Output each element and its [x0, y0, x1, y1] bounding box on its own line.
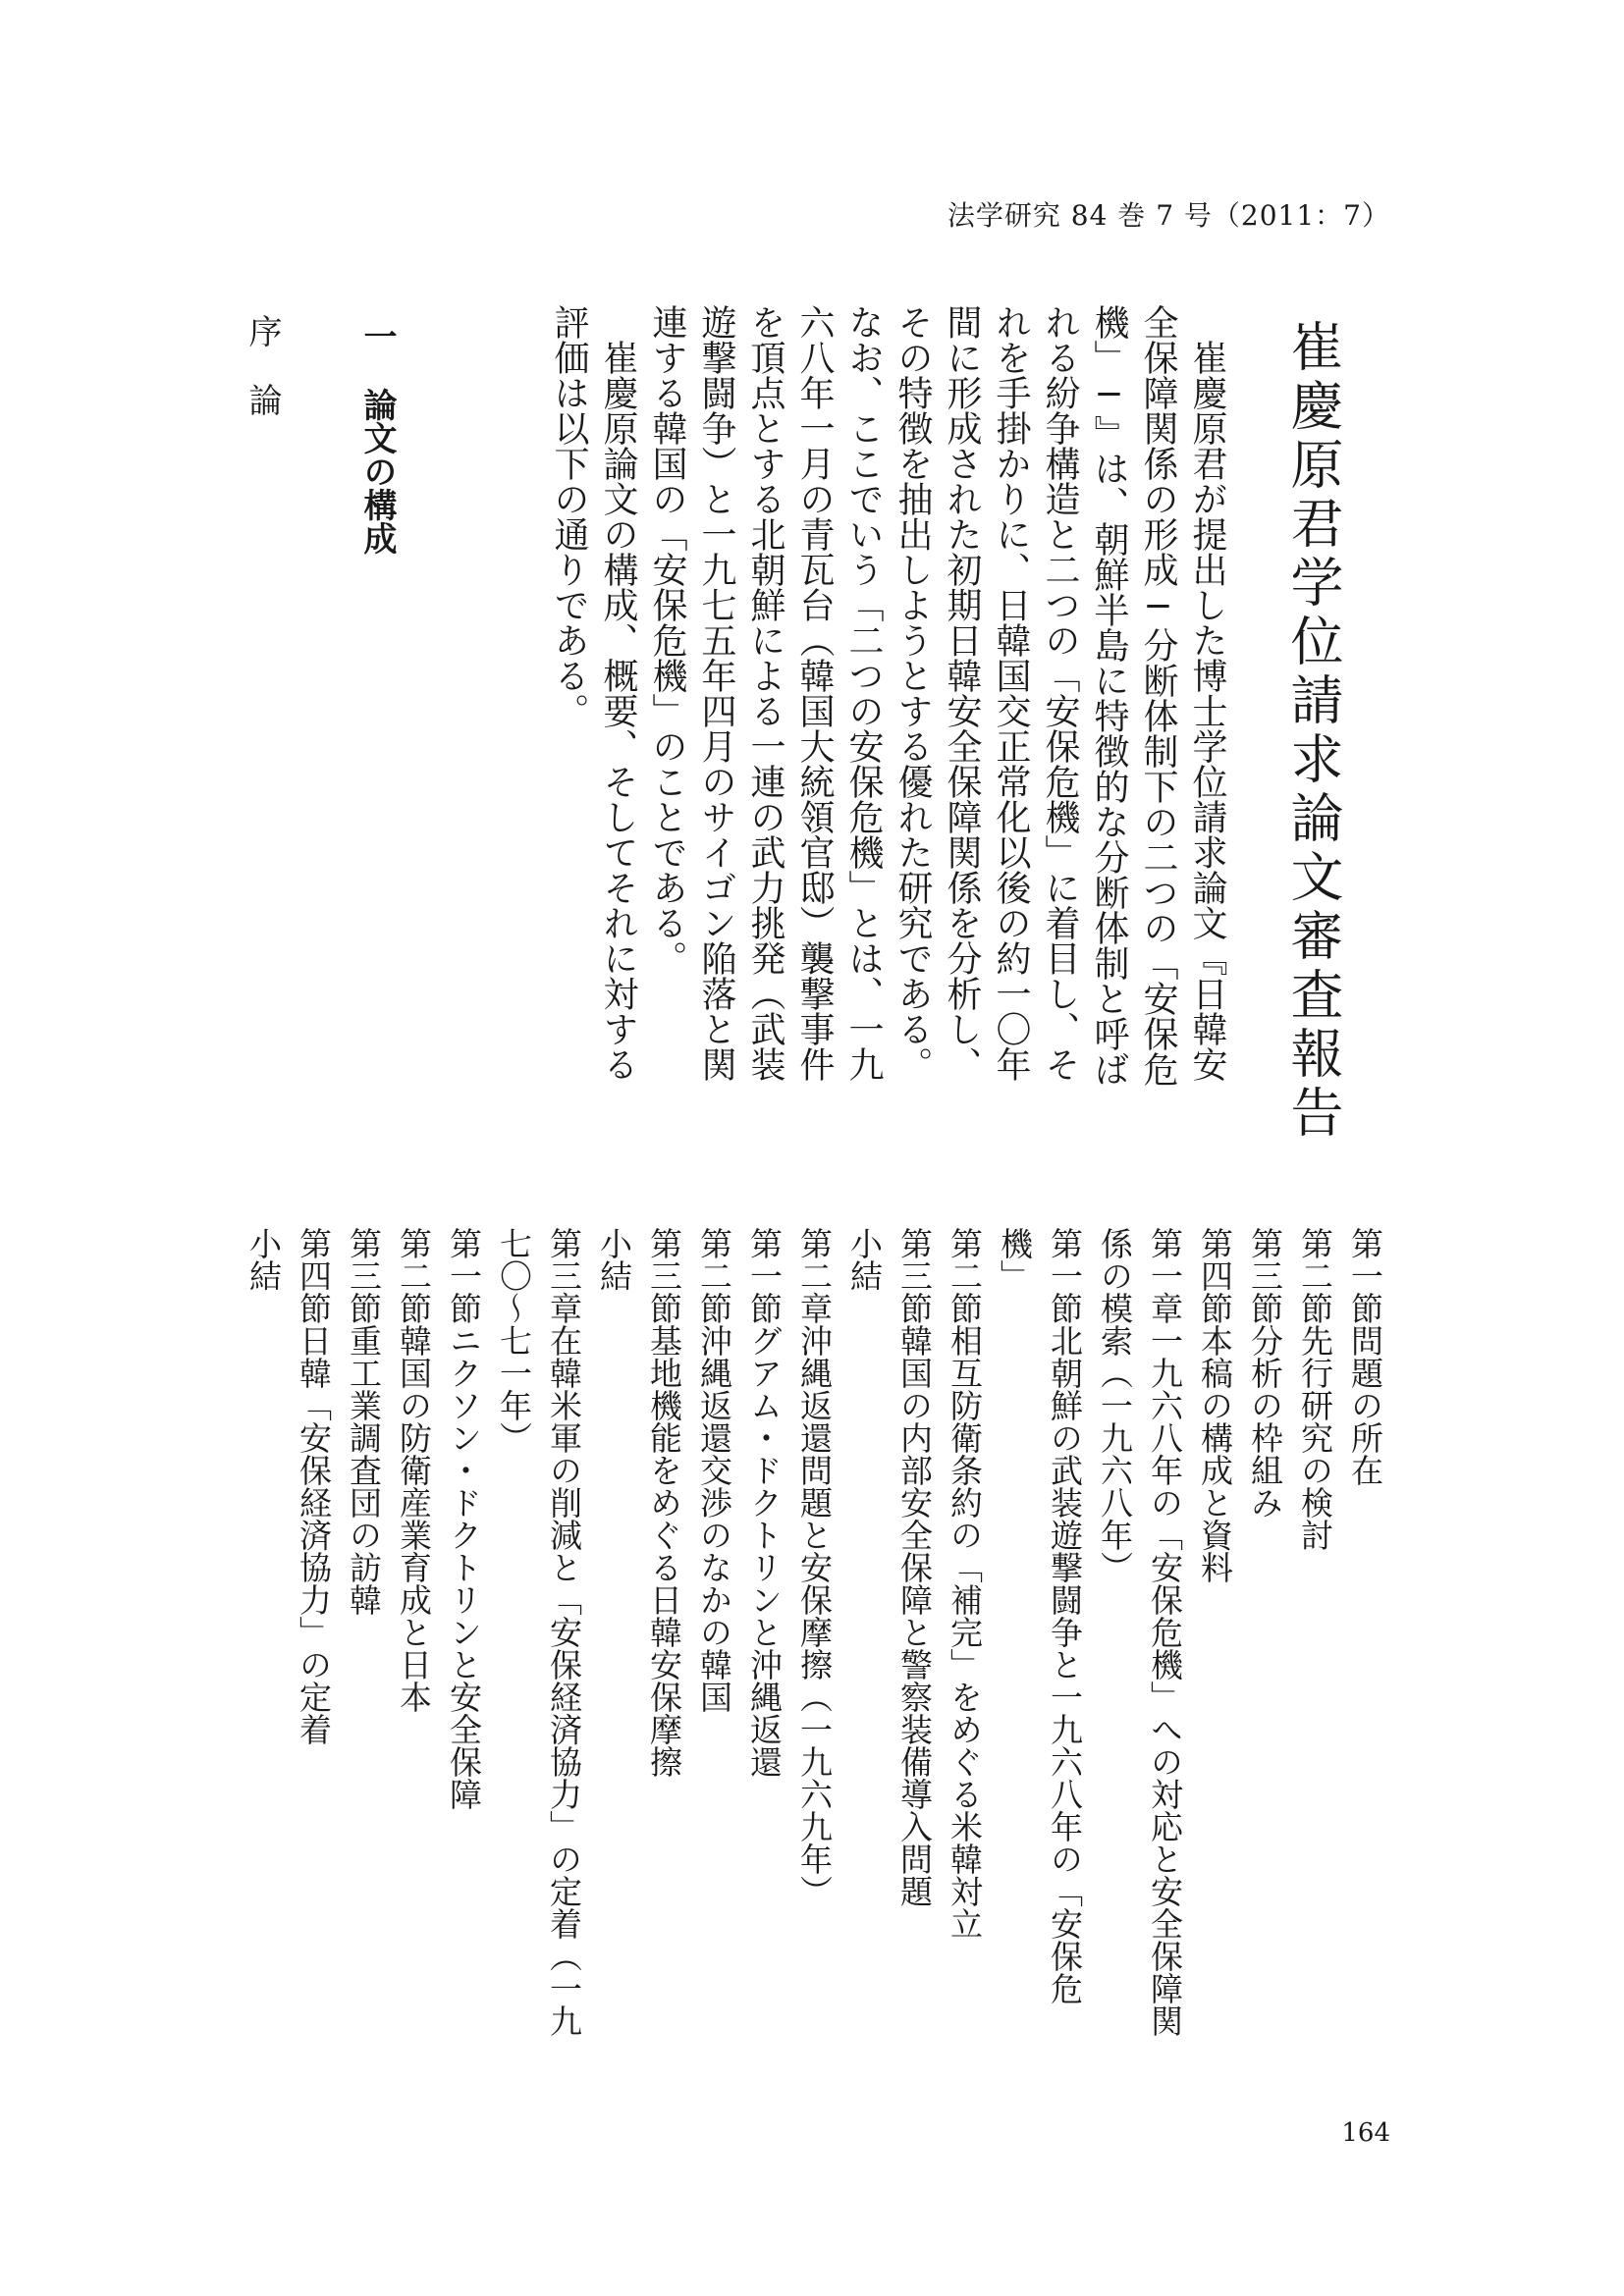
- toc-item: 第一節グアム・ドクトリンと沖縄返還: [745, 1227, 784, 1778]
- toc-chapter: 第二章沖縄返還問題と安保摩擦（一九六九年）: [795, 1227, 834, 1907]
- body-text: [544, 304, 1231, 1109]
- report-title: 崔慶原君学位請求論文審査報告: [1282, 319, 1344, 1144]
- body-paragraph: 崔慶原論文の構成、概要、そしてそれに対する評価は以下の通りである。: [549, 304, 638, 1082]
- toc-item: 第三節基地機能をめぐる日韓安保摩擦: [645, 1227, 683, 1778]
- toc-item: 第一節問題の所在: [1346, 1227, 1384, 1486]
- body-paragraph: 崔慶原君が提出した博士学位請求論文『日韓安全保障関係の形成─分断体制下の二つの「安保危機」─』は、朝鮮半島に特徴的な分断体制と呼ばれる紛争構造と二つの「安保危機」に着目し、それを手掛かりに、日韓国交正常化以後の約一〇年間に形成された初期日韓安全保障関係を分析し、その特徴を抽出しようとする優れた研究である。なお、ここでいう「二つの安保危機」とは、一九六八年一月の青瓦台（韓国大統領官邸）襲撃事件を頂点とする北朝鮮による一連の武力挑発（武装遊撃闘争）と一九七五年四月のサイゴン陥落と関連する韓国の「安保危機」のことである。: [647, 304, 1227, 1087]
- toc-summary: 小結: [845, 1227, 884, 1292]
- intro-label: 序論: [243, 314, 282, 452]
- toc-item: 第二節沖縄返還交渉のなかの韓国: [695, 1227, 733, 1713]
- table-of-contents: [239, 1227, 1390, 2052]
- toc-item: 第三節重工業調査団の訪韓: [345, 1227, 383, 1616]
- section-title: 論文の構成: [357, 388, 397, 555]
- section-number: 一: [357, 319, 397, 352]
- toc-item: 第四節本稿の構成と資料: [1196, 1227, 1234, 1583]
- toc-item: 第三節韓国の内部安全保障と警察装備導入問題: [895, 1227, 934, 1907]
- toc-item: 第二節韓国の防衛産業育成と日本: [395, 1227, 433, 1713]
- toc-summary: 小結: [595, 1227, 633, 1292]
- toc-summary: 小結: [244, 1227, 283, 1292]
- toc-item: 第三節分析の枠組み: [1246, 1227, 1284, 1519]
- toc-item: 第二節相互防衛条約の「補完」をめぐる米韓対立: [946, 1227, 984, 1940]
- journal-reference: 法学研究 84 巻 7 号（2011：7）: [947, 199, 1390, 232]
- toc-item: 第二節先行研究の検討: [1296, 1227, 1334, 1551]
- toc-item: 第一節北朝鮮の武装遊撃闘争と一九六八年の「安保危機」: [996, 1227, 1084, 2004]
- toc-item: 第一節ニクソン・ドクトリンと安全保障: [445, 1227, 483, 1810]
- toc-chapter: 第一章一九六八年の「安保危機」への対応と安全保障関係の模索（一九六八年）: [1096, 1227, 1184, 2037]
- section-heading: [353, 319, 402, 555]
- page-number: 164: [1341, 2118, 1390, 2148]
- toc-chapter: 第三章在韓米軍の削減と「安保経済協力」の定着（一九七〇～七一年）: [495, 1227, 583, 2037]
- toc-item: 第四節日韓「安保経済協力」の定着: [295, 1227, 333, 1745]
